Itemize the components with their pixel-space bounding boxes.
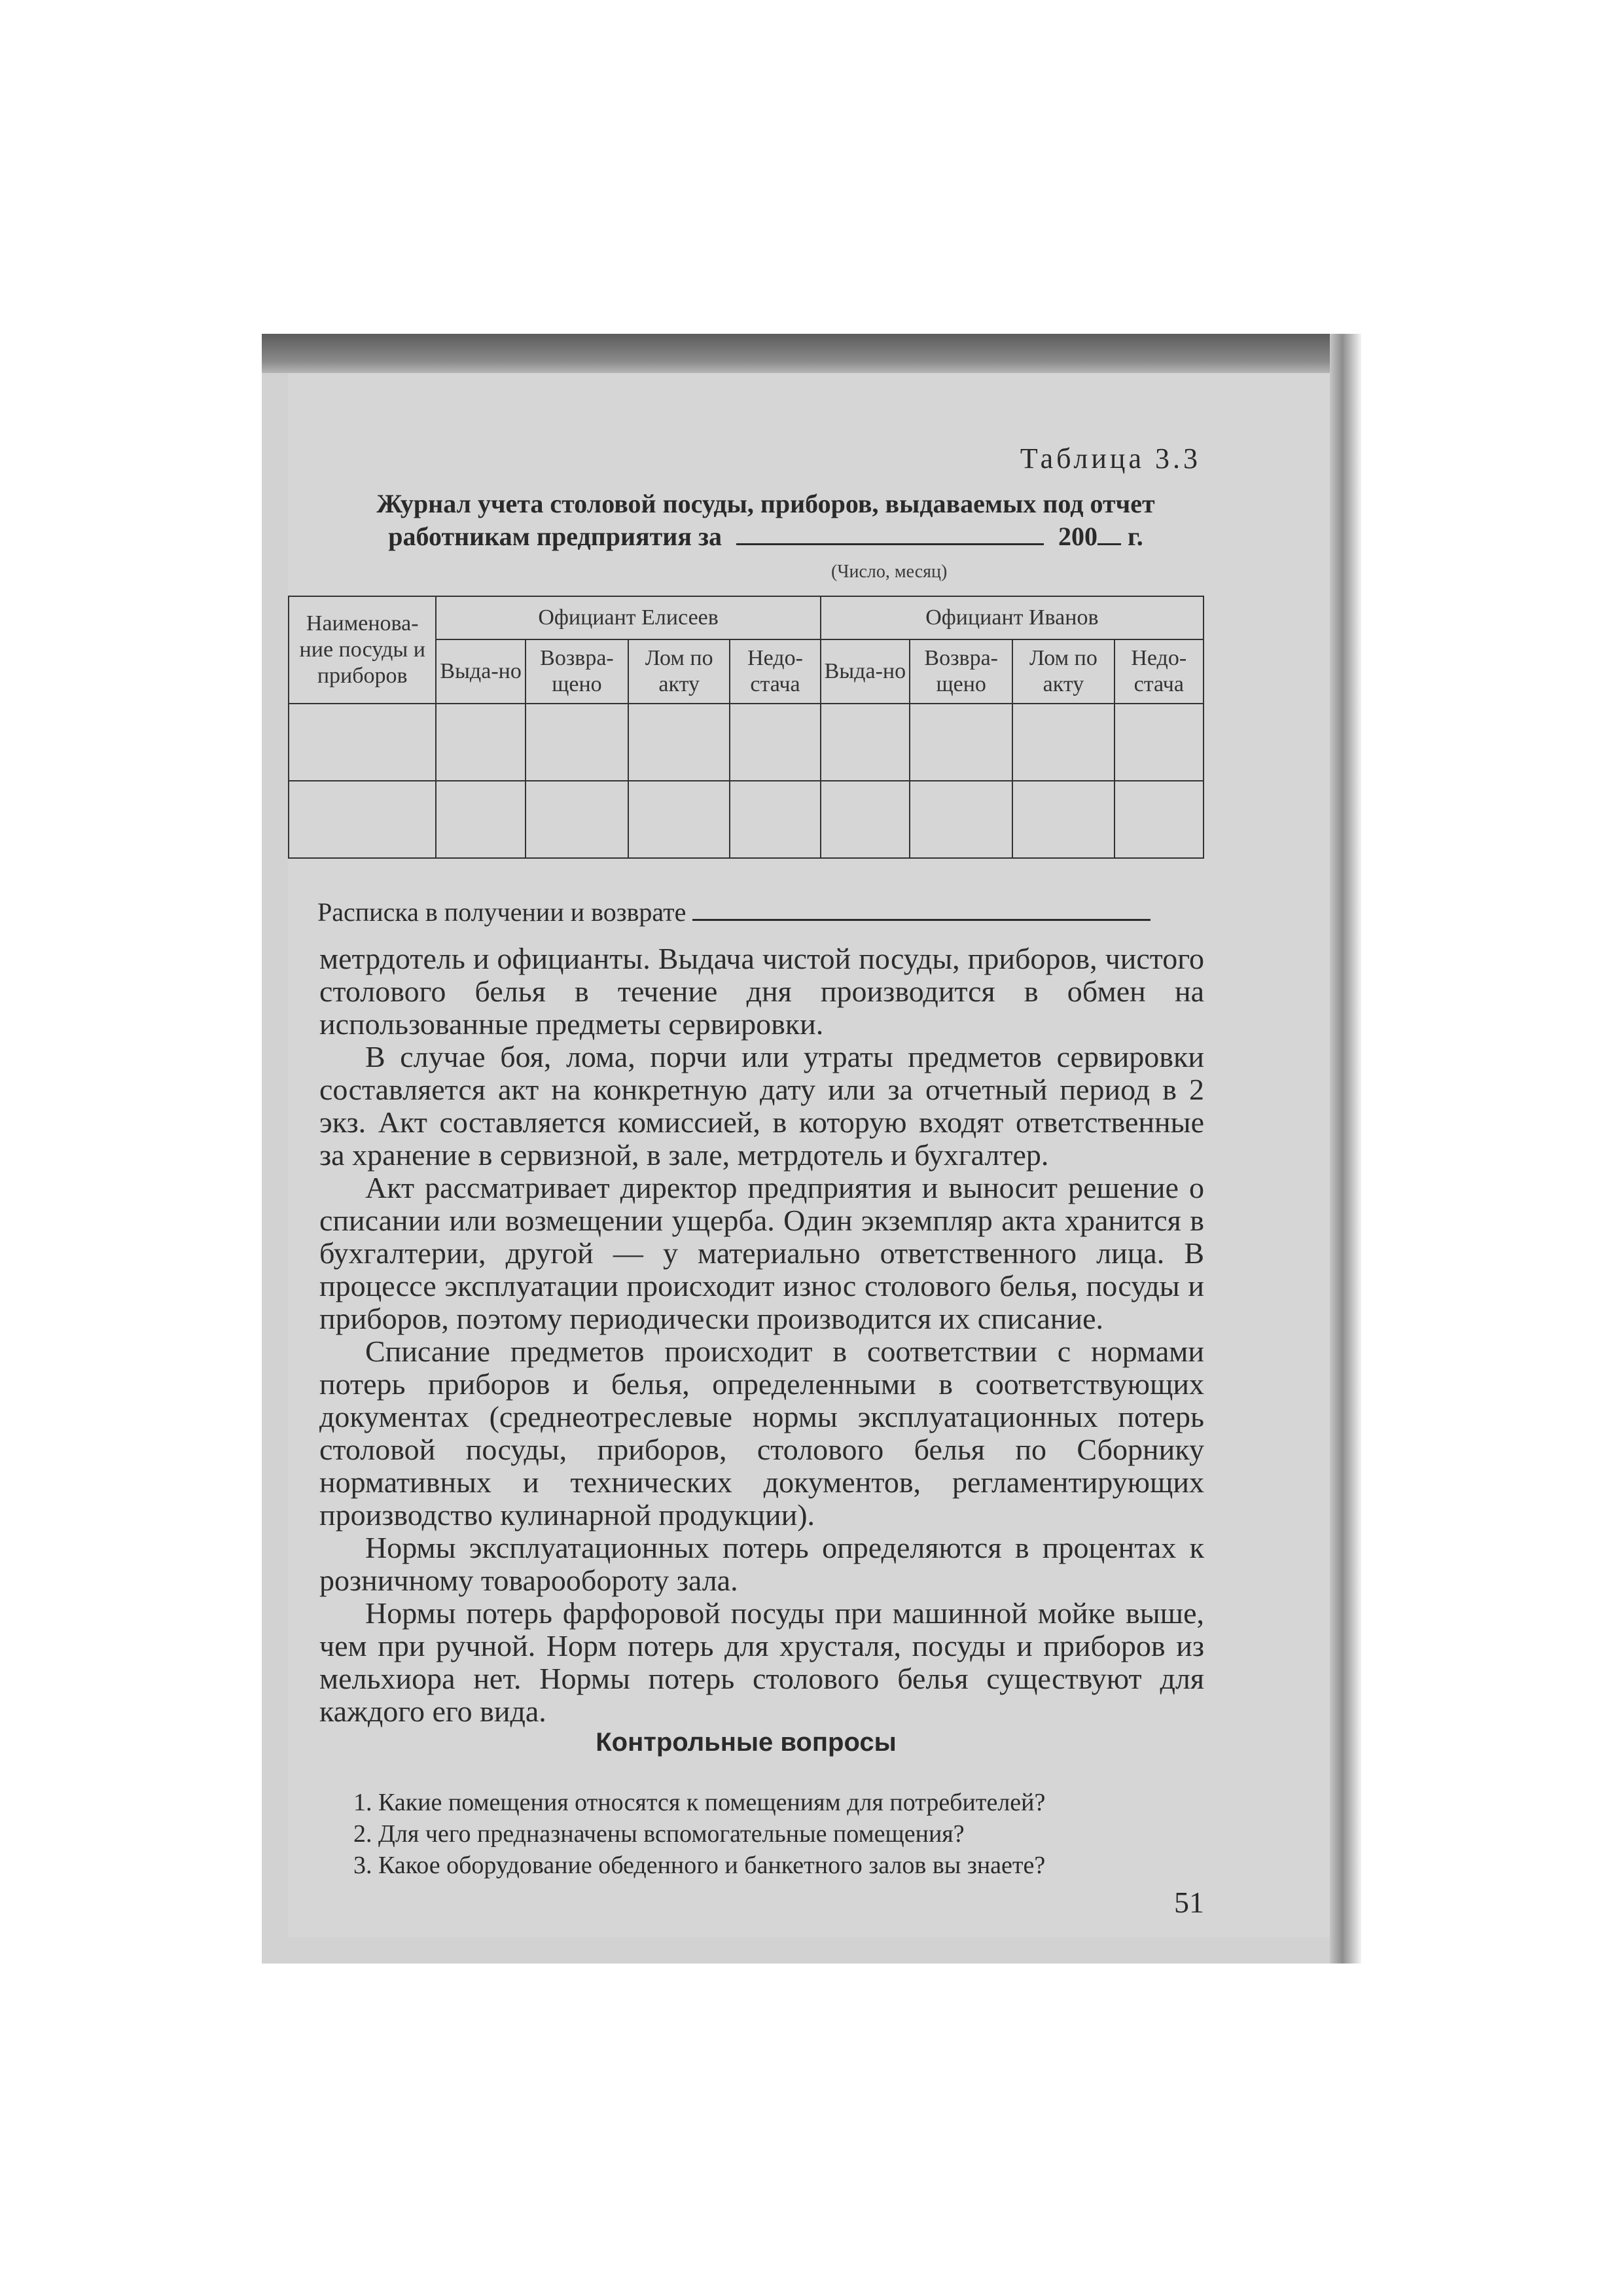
journal-table (288, 596, 1204, 859)
paragraph: Нормы эксплуатационных потерь определяются в процентах к розничному товарообороту зала. (319, 1531, 1204, 1597)
paragraph: Акт рассматривает директор предприятия и выносит решение о списании или возмещении ущерба. Один экземпляр акта хранится в бухгалтерии, другой — у материально ответственного лица. В процессе эксплуатации происходит износ столового белья, посуды и приборов, поэтому периодически производится их списание. (319, 1171, 1204, 1335)
table-row (289, 781, 1204, 858)
table-title-line2: работникам предприятия за 200 г. (388, 522, 1143, 551)
table-cell (821, 704, 910, 781)
table-cell (628, 704, 730, 781)
questions-list (353, 1787, 1204, 1881)
subheader-issued: Выда-но (821, 639, 910, 704)
table-cell (526, 781, 628, 858)
question-item: 3. Какое оборудование обеденного и банкетного залов вы знаете? (353, 1852, 1046, 1879)
receipt-line (317, 897, 1150, 927)
table-cell (436, 704, 525, 781)
question-item: 2. Для чего предназначены вспомогательные помещения? (353, 1820, 965, 1848)
table-cell (1012, 704, 1114, 781)
book-page (288, 373, 1330, 1937)
scan-shadow-right (1330, 334, 1361, 1964)
table-cell (730, 704, 820, 781)
table-cell (289, 704, 436, 781)
scan-shadow-top (262, 334, 1361, 373)
table-title-line1: Журнал учета столовой посуды, приборов, выдаваемых под отчет (376, 489, 1155, 518)
table-title (334, 488, 1198, 553)
subheader-broken: Лом по акту (628, 639, 730, 704)
year-blank (1097, 521, 1121, 545)
subheader-shortage: Недо-стача (730, 639, 820, 704)
subheader-returned: Возвра-щено (526, 639, 628, 704)
table-cell (910, 704, 1012, 781)
header-item-name: Наименова-ние посуды и приборов (289, 596, 436, 704)
table-cell (526, 704, 628, 781)
receipt-label: Расписка в получении и возврате (317, 897, 687, 927)
table-cell (730, 781, 820, 858)
page-number: 51 (1174, 1886, 1204, 1919)
date-caption: (Число, месяц) (831, 562, 948, 582)
table-cell (628, 781, 730, 858)
date-blank (736, 521, 1044, 545)
table-cell (1012, 781, 1114, 858)
table-number: Таблица 3.3 (1020, 442, 1201, 475)
body-text (319, 942, 1204, 1728)
question-item: 1. Какие помещения относятся к помещениям для потребителей? (353, 1789, 1046, 1816)
table-cell (1115, 704, 1204, 781)
table-cell (1115, 781, 1204, 858)
table-cell (910, 781, 1012, 858)
subheader-broken: Лом по акту (1012, 639, 1114, 704)
table-row (289, 704, 1204, 781)
paragraph: метрдотель и официанты. Выдача чистой посуды, приборов, чистого столового белья в течение дня производится в обмен на использованные предметы сервировки. (319, 942, 1204, 1041)
header-waiter-2: Официант Иванов (821, 596, 1204, 639)
table-cell (436, 781, 525, 858)
table-cell (821, 781, 910, 858)
paragraph: В случае боя, лома, порчи или утраты предметов сервировки составляется акт на конкретную дату или за отчетный период в 2 экз. Акт составляется комиссией, в которую входят ответственные за хранение в сервизной, в зале, метрдотель и бухгалтер. (319, 1040, 1204, 1172)
scanned-page (262, 334, 1361, 1964)
header-waiter-1: Официант Елисеев (436, 596, 820, 639)
subheader-returned: Возвра-щено (910, 639, 1012, 704)
paragraph: Списание предметов происходит в соответствии с нормами потерь приборов и белья, определенными в соответствующих документах (среднеотреслевые нормы эксплуатационных потерь столовой посуды, приборов, столового белья по Сборнику нормативных и технических документов, регламентирующих производство кулинарной продукции). (319, 1335, 1204, 1532)
subheader-issued: Выда-но (436, 639, 525, 704)
subheader-shortage: Недо-стача (1115, 639, 1204, 704)
paragraph: Нормы потерь фарфоровой посуды при машинной мойке выше, чем при ручной. Норм потерь для хрусталя, посуды и приборов из мельхиора нет. Нормы потерь столового белья существуют для каждого его вида. (319, 1596, 1204, 1728)
receipt-blank (692, 897, 1150, 921)
questions-heading: Контрольные вопросы (596, 1728, 897, 1757)
table-cell (289, 781, 436, 858)
